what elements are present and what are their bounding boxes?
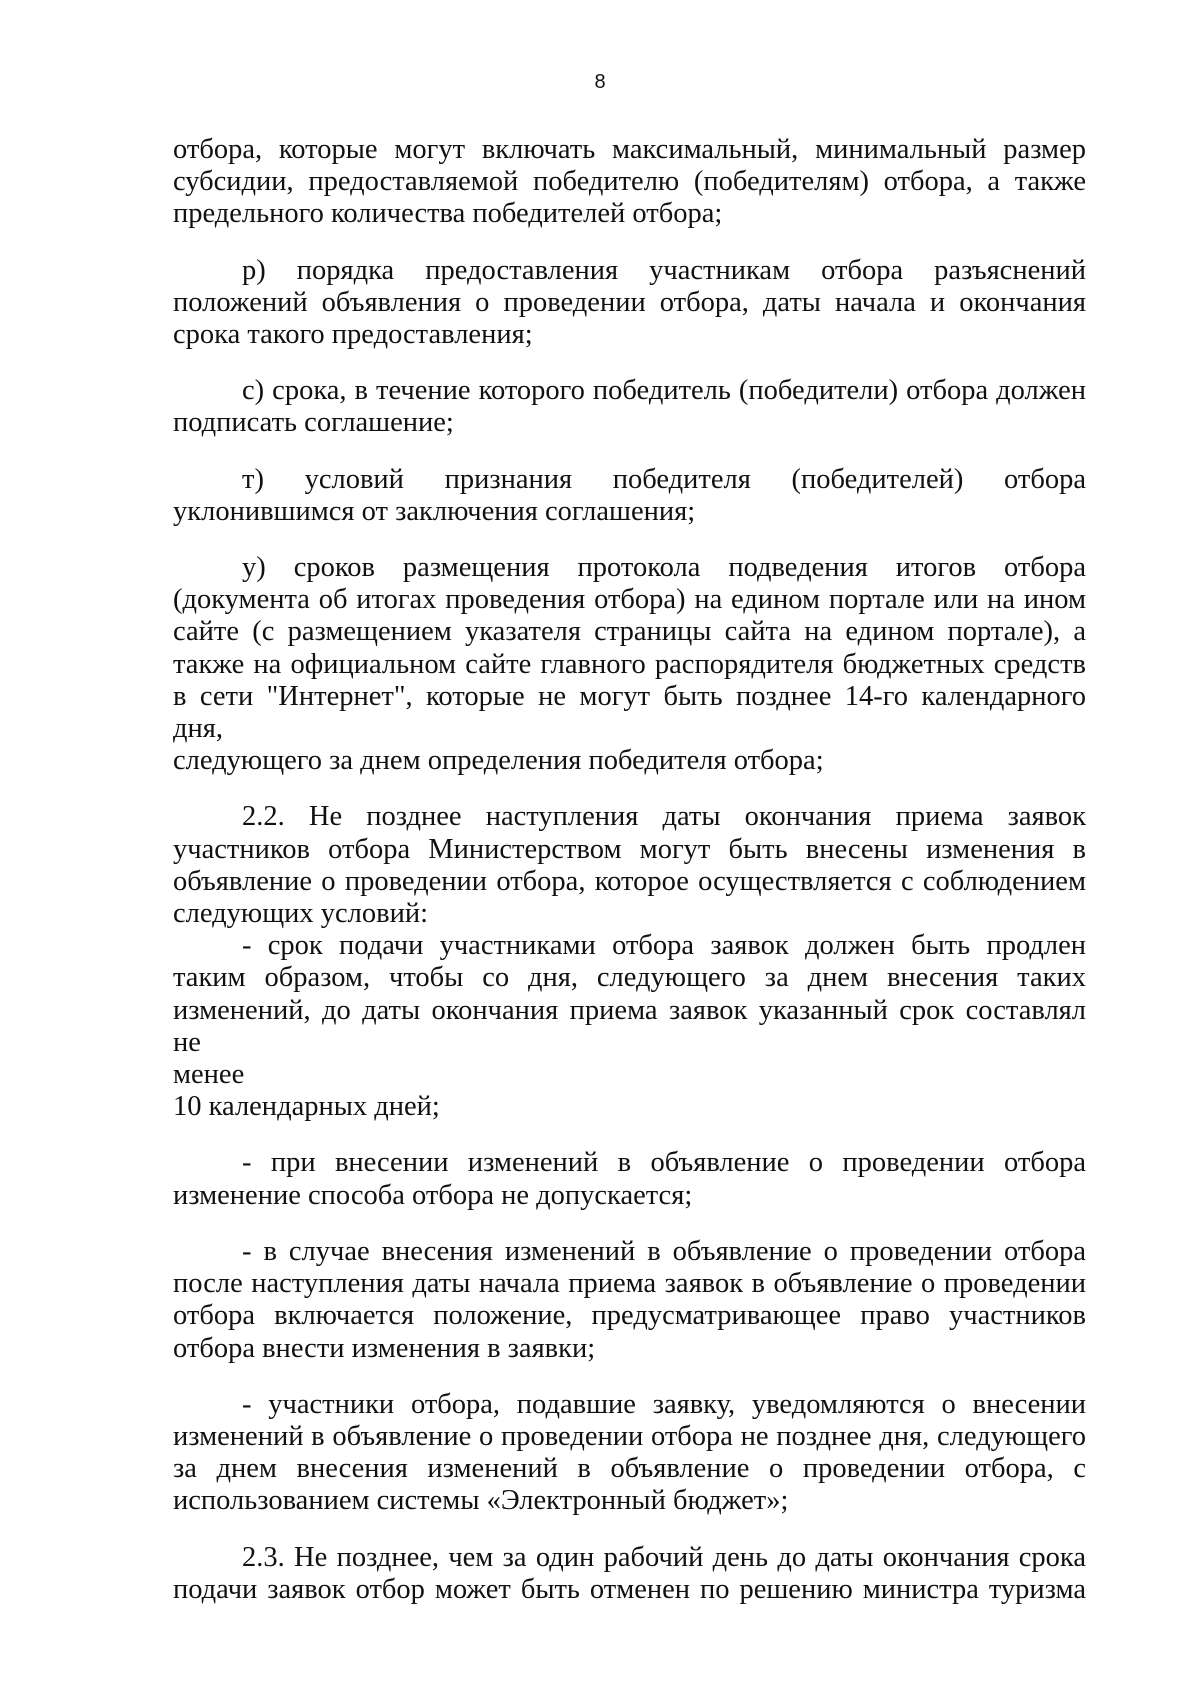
text-line: (документа об итогах проведения отбора) на едином портале или на ином: [173, 584, 1086, 616]
paragraph-condition-method: [173, 1147, 1086, 1211]
text-line: субсидии, предоставляемой победителю (победителям) отбора, а также: [173, 166, 1086, 198]
paragraph-item-r: [173, 255, 1086, 352]
text-line: следующего за днем определения победителя отбора;: [173, 745, 824, 777]
text-line: отбора внести изменения в заявки;: [173, 1332, 596, 1364]
paragraph-continuation: [173, 134, 1086, 231]
text-line: р) порядка предоставления участникам отбора разъяснений: [242, 254, 1086, 286]
text-line: у) сроков размещения протокола подведения итогов отбора: [242, 552, 1086, 584]
text-line: изменение способа отбора не допускается;: [173, 1179, 693, 1211]
text-line: 2.3. Не позднее, чем за один рабочий день до даты окончания срока: [242, 1541, 1086, 1573]
text-line: - срок подачи участниками отбора заявок должен быть продлен: [242, 930, 1086, 962]
text-line: т) условий признания победителя (победителей) отбора: [242, 463, 1086, 495]
document-body: [173, 134, 1086, 1606]
text-line: - в случае внесения изменений в объявление о проведении отбора: [242, 1235, 1086, 1267]
paragraph-condition-amendments: [173, 1236, 1086, 1365]
text-line: использованием системы «Электронный бюджет»;: [173, 1485, 789, 1517]
paragraph-condition-notification: [173, 1389, 1086, 1518]
paragraph-item-s: [173, 375, 1086, 439]
paragraph-item-u: [173, 552, 1086, 777]
text-line: подписать соглашение;: [173, 407, 454, 439]
text-line: срока такого предоставления;: [173, 319, 533, 351]
text-line: 2.2. Не позднее наступления даты окончания приема заявок: [242, 801, 1086, 833]
paragraph-section-2-3: [173, 1542, 1086, 1606]
paragraph-item-t: [173, 464, 1086, 528]
text-line: с) срока, в течение которого победитель (победители) отбора должен: [242, 375, 1086, 407]
text-line: предельного количества победителей отбора;: [173, 198, 723, 230]
text-line: за днем внесения изменений в объявление о проведении отбора, с: [173, 1453, 1086, 1485]
text-line: уклонившимся от заключения соглашения;: [173, 495, 696, 527]
text-line: - при внесении изменений в объявление о проведении отбора: [242, 1147, 1086, 1179]
paragraph-section-2-2: [173, 801, 1086, 930]
text-line: таким образом, чтобы со дня, следующего за днем внесения таких: [173, 962, 1086, 994]
text-line: отбора включается положение, предусматривающее право участников: [173, 1300, 1086, 1332]
text-line: следующих условий:: [173, 898, 429, 930]
text-line: подачи заявок отбор может быть отменен по решению министра туризма: [173, 1573, 1086, 1605]
paragraph-condition-deadline: [173, 930, 1086, 1123]
page-number: 8: [594, 71, 606, 93]
text-line: изменений, до даты окончания приема заявок указанный срок составлял не: [173, 994, 1086, 1058]
text-line: также на официальном сайте главного распорядителя бюджетных средств: [173, 648, 1086, 680]
text-line: после наступления даты начала приема заявок в объявление о проведении: [173, 1268, 1086, 1300]
text-line: 10 календарных дней;: [173, 1091, 440, 1123]
text-line: изменений в объявление о проведении отбора не позднее дня, следующего: [173, 1420, 1086, 1452]
text-line: - участники отбора, подавшие заявку, уведомляются о внесении: [242, 1388, 1086, 1420]
text-line: менее: [173, 1059, 245, 1091]
text-line: сайте (с размещением указателя страницы сайта на едином портале), а: [173, 616, 1086, 648]
text-line: отбора, которые могут включать максимальный, минимальный размер: [173, 134, 1086, 165]
text-line: положений объявления о проведении отбора, даты начала и окончания: [173, 286, 1086, 318]
text-line: участников отбора Министерством могут быть внесены изменения в: [173, 833, 1086, 865]
text-line: в сети "Интернет", которые не могут быть позднее 14-го календарного дня,: [173, 680, 1086, 745]
text-line: объявление о проведении отбора, которое осуществляется с соблюдением: [173, 865, 1086, 897]
